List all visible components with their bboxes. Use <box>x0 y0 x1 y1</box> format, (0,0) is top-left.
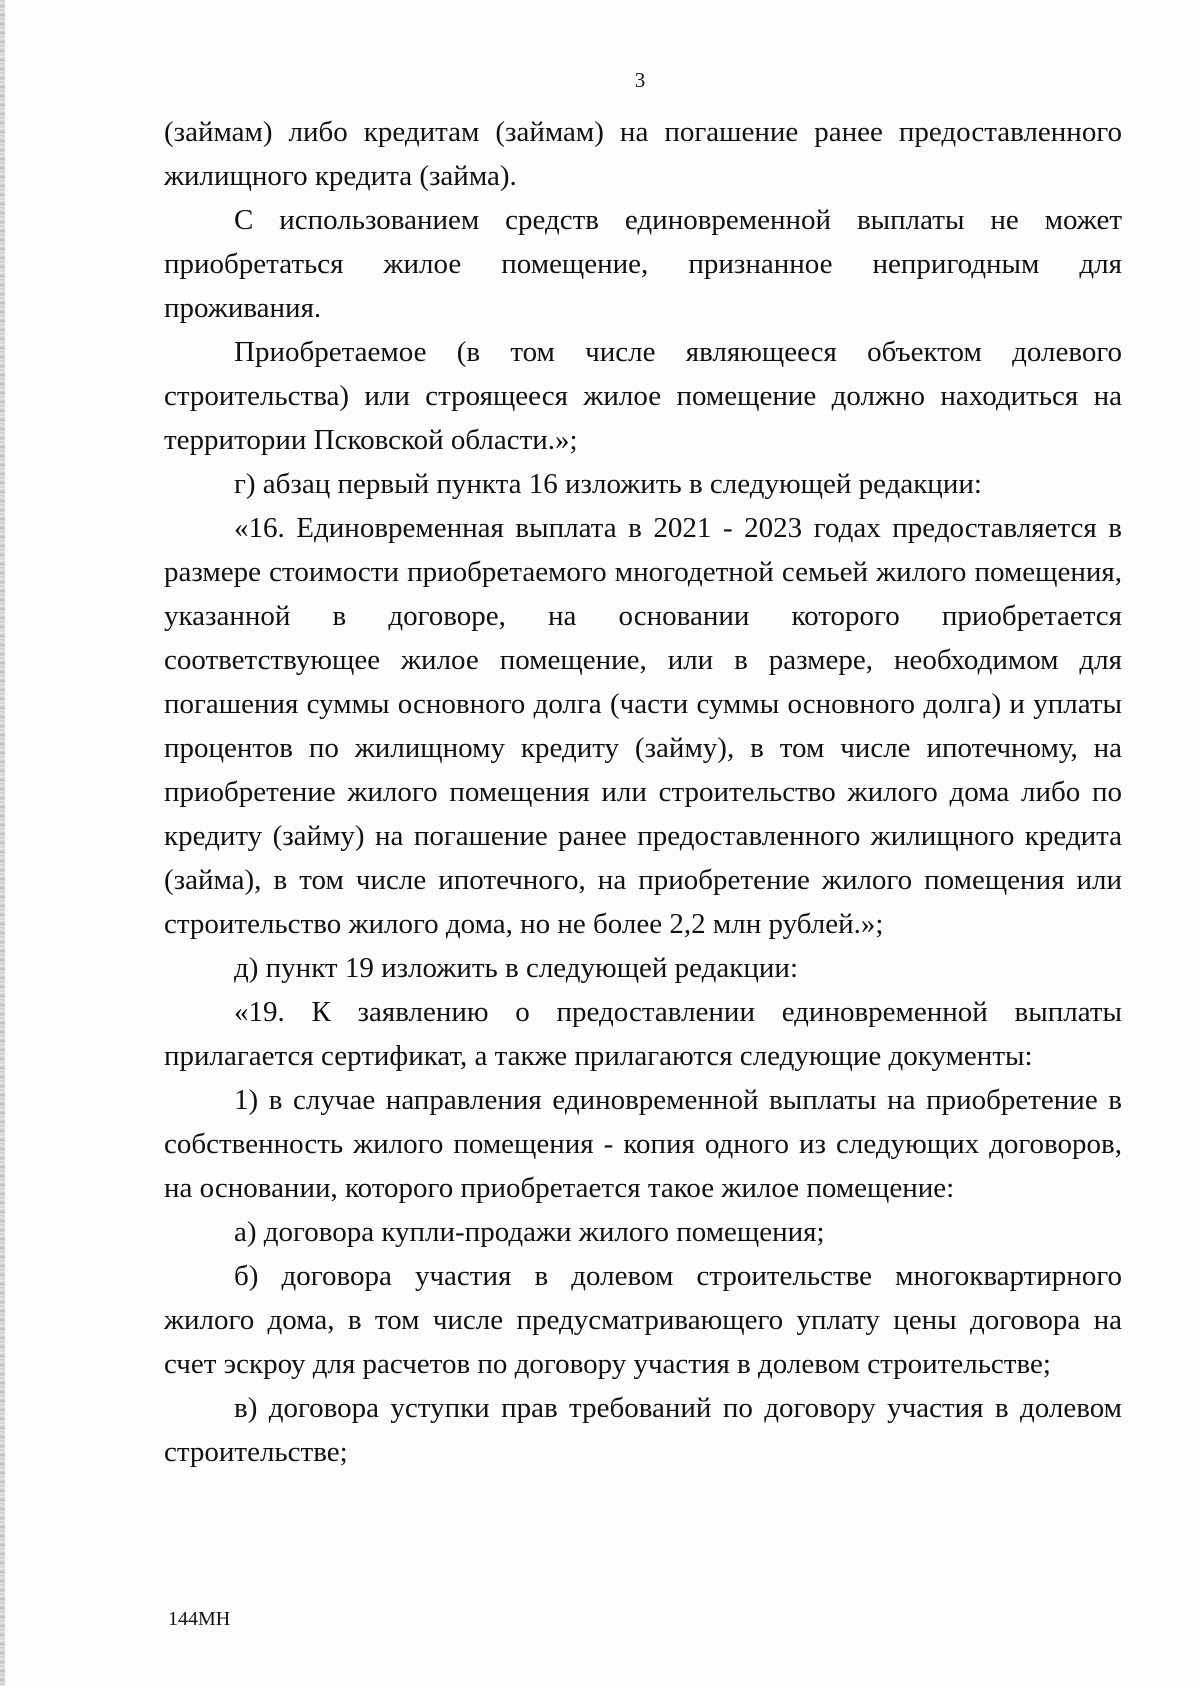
paragraph: б) договора участия в долевом строительстве многоквартирного жилого дома, в том числе предусматривающего уплату цены договора на счет эскроу для расчетов по договору участия в долевом строительстве; <box>164 1260 1122 1380</box>
paragraph: а) договора купли-продажи жилого помещения; <box>234 1216 825 1248</box>
scan-edge <box>0 0 5 1686</box>
page-number: 3 <box>634 68 646 92</box>
paragraph: д) пункт 19 изложить в следующей редакции: <box>234 952 798 984</box>
paragraph: Приобретаемое (в том числе являющееся объектом долевого строительства) или строящееся жилое помещение должно находиться на территории Псковской области.»; <box>164 336 1122 456</box>
paragraph: (займам) либо кредитам (займам) на погашение ранее предоставленного жилищного кредита (займа). <box>164 116 1122 192</box>
document-code: 144МН <box>168 1608 231 1630</box>
paragraph: «16. Единовременная выплата в 2021 - 2023 годах предоставляется в размере стоимости приобретаемого многодетной семьей жилого помещения, указанной в договоре, на основании которого приобретается соответствующее жилое помещение, или в размере, необходимом для погашения суммы основного долга (части суммы основного долга) и уплаты процентов по жилищному кредиту (займу), в том числе ипотечному, на приобретение жилого помещения или строительство жилого дома либо по кредиту (займу) на погашение ранее предоставленного жилищного кредита (займа), в том числе ипотечного, на приобретение жилого помещения или строительство жилого дома, но не более 2,2 млн рублей.»; <box>164 512 1122 940</box>
document-body <box>164 110 1122 1474</box>
paragraph: в) договора уступки прав требований по договору участия в долевом строительстве; <box>164 1392 1122 1468</box>
paragraph: «19. К заявлению о предоставлении единовременной выплаты прилагается сертификат, а также прилагаются следующие документы: <box>164 996 1122 1072</box>
paragraph: С использованием средств единовременной выплаты не может приобретаться жилое помещение, признанное непригодным для проживания. <box>164 204 1122 324</box>
paragraph: 1) в случае направления единовременной выплаты на приобретение в собственность жилого помещения - копия одного из следующих договоров, на основании, которого приобретается такое жилое помещение: <box>164 1084 1122 1204</box>
paragraph: г) абзац первый пункта 16 изложить в следующей редакции: <box>234 468 982 500</box>
